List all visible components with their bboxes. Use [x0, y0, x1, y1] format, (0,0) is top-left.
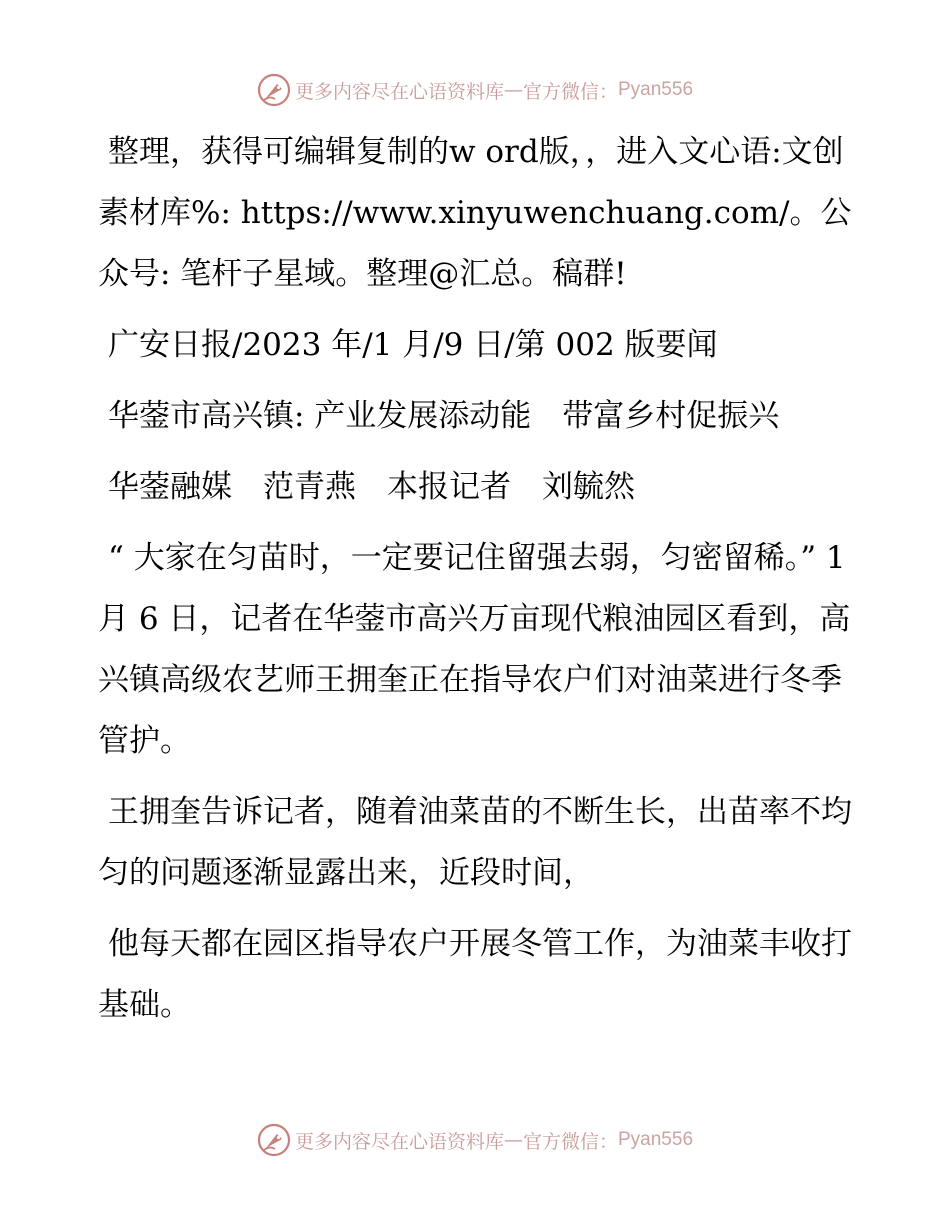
paragraph-source-line: 广安日报/2023 年/1 月/9 日/第 002 版要闻 — [108, 327, 718, 363]
paragraph-body: “ 大家在匀苗时，一定要记住留强去弱，匀密留稀。” 1 月 6 日，记者在华蓥市高兴万亩现代粮油园区看到，高兴镇高级农艺师王拥奎正在指导农户们对油菜进行冬季管护。 — [98, 540, 851, 759]
watermark-text: 更多内容尽在心语资料库 — [294, 80, 504, 103]
watermark-separator: — — [503, 1129, 523, 1151]
pen-nib-logo-icon — [257, 1123, 291, 1157]
article-body — [98, 122, 858, 1046]
article-byline: 华蓥融媒 范青燕 本报记者 刘毓然 — [108, 469, 635, 505]
paragraph-intro-notice: 整理，获得可编辑复制的w ord版，，进入文心语:文创素材库%: https://www.xinyuwenchuang.com/。公众号: 笔杆子星域。整理@汇总。稿群! — [98, 134, 852, 292]
paragraph-body: 他每天都在园区指导农户开展冬管工作，为油菜丰收打基础。 — [98, 926, 852, 1023]
watermark-text: 更多内容尽在心语资料库 — [294, 1130, 504, 1153]
watermark-wechat-id: Pyan556 — [618, 1129, 694, 1150]
watermark-wechat-label: 官方微信： — [522, 1130, 618, 1153]
watermark-header — [0, 70, 950, 110]
paragraph-body: 王拥奎告诉记者，随着油菜苗的不断生长，出苗率不均匀的问题逐渐显露出来，近段时间， — [98, 794, 852, 891]
watermark-footer — [0, 1120, 950, 1160]
watermark-wechat-label: 官方微信： — [522, 80, 618, 103]
watermark-separator: — — [503, 79, 523, 101]
watermark-wechat-id: Pyan556 — [618, 79, 694, 100]
pen-nib-logo-icon — [257, 73, 291, 107]
article-title: 华蓥市高兴镇: 产业发展添动能 带富乡村促振兴 — [108, 398, 780, 434]
